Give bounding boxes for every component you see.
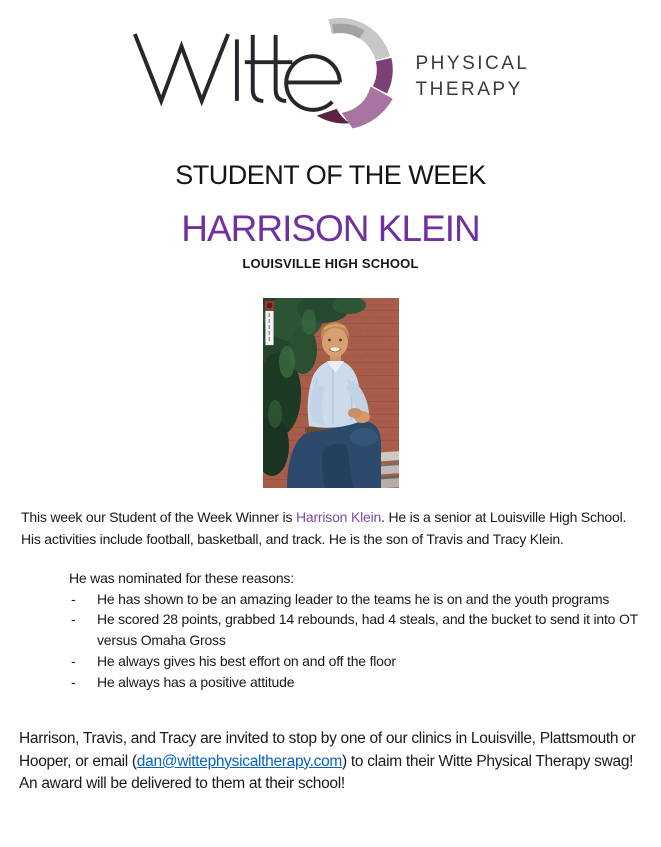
list-item <box>69 651 653 672</box>
bullet-dash: - <box>71 652 76 669</box>
witte-logo <box>0 15 661 139</box>
intro-text-after: . He is a senior at Louisville High School. His activities include football, basketball, and track. He is the son of Travis and Tracy Klein. <box>21 509 627 547</box>
logo-wordmark-witte <box>132 27 348 115</box>
tagline-physical: PHYSICAL <box>415 53 530 74</box>
closing-text-after: ) to claim their Witte Physical Therapy swag! An award will be delivered to them at their school! <box>19 752 634 793</box>
bullet-dash: - <box>71 673 76 690</box>
reason-text: He always gives his best effort on and off the floor <box>97 652 396 669</box>
school-subheading: LOUISVILLE HIGH SCHOOL <box>242 256 419 271</box>
reasons-section <box>69 568 653 692</box>
list-item <box>69 672 653 693</box>
email-link[interactable]: dan@wittephysicaltherapy.com <box>136 752 342 770</box>
reasons-heading: He was nominated for these reasons: <box>69 570 294 586</box>
bullet-dash: - <box>71 590 76 607</box>
reason-text: He has shown to be an amazing leader to the teams he is on and the youth programs <box>97 590 610 607</box>
intro-text-before: This week our Student of the Week Winner is <box>21 509 296 525</box>
logo-tagline <box>416 51 530 103</box>
student-name-heading: HARRISON KLEIN <box>181 208 480 249</box>
student-photo-illustration <box>263 298 399 488</box>
list-item <box>69 609 653 650</box>
closing-text-before: Harrison, Travis, and Tracy are invited to stop by one of our clinics in Louisville, Plattsmouth or Hooper, or email ( <box>19 730 636 770</box>
closing-paragraph <box>19 728 649 796</box>
photo-watermark <box>265 301 274 345</box>
tagline-therapy: THERAPY <box>415 79 523 100</box>
list-item <box>69 589 653 610</box>
bullet-dash: - <box>71 611 76 628</box>
section-title: STUDENT OF THE WEEK <box>175 160 486 190</box>
intro-paragraph <box>21 507 647 550</box>
reason-text: He scored 28 points, grabbed 14 rebounds, had 4 steals, and the bucket to send it into OT versus Omaha Gross <box>97 611 638 649</box>
intro-student-name: Harrison Klein <box>295 509 382 525</box>
student-photo <box>263 298 399 488</box>
reason-text: He always has a positive attitude <box>97 673 295 690</box>
